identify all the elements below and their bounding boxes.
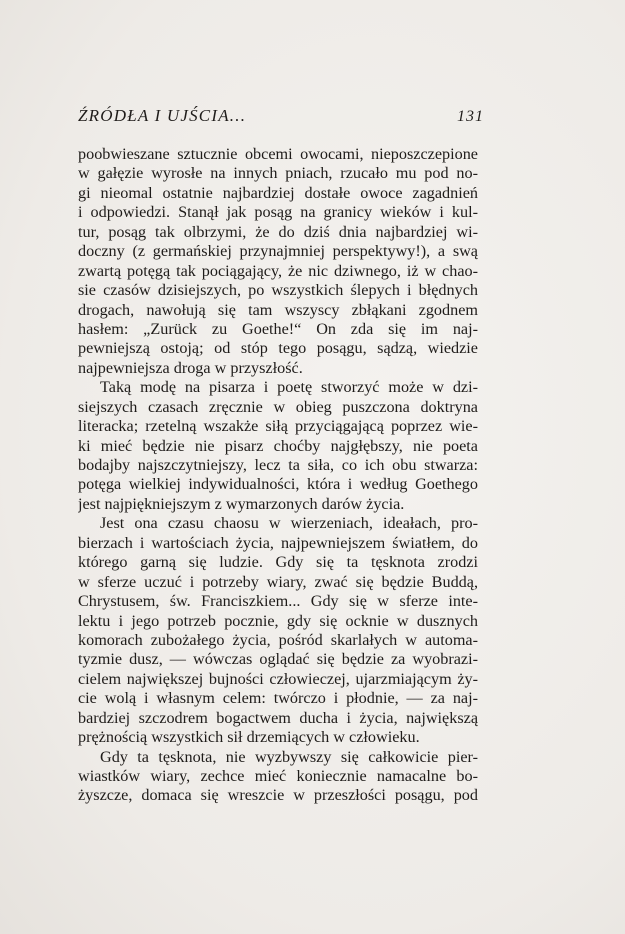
text-line: najpewniejsza droga w przyszłość. [78,358,303,377]
text-line: bardziej szczodrem bogactwem ducha i życia, największą [78,708,478,727]
text-line: i odpowiedzi. Stanął jak posąg na granicy wieków i kul- [78,203,478,222]
text-line: bodajby najszczytniejszy, lecz ta siła, co ich obu stwarza: [78,456,478,474]
text-line: pewniejszą ostoją; od stóp tego posągu, sądzą, wiedzie [78,339,478,358]
body-text [78,145,478,806]
text-line: wiastków wiary, zechce mieć koniecznie namacalne bo- [78,767,478,785]
page-number: 131 [457,108,484,125]
text-line: cielem największej bujności człowieczej, ujarzmiającym ży- [78,669,478,688]
running-head [78,106,484,128]
text-line: w gałęzie wyrosłe na innych pniach, rzucało mu pod no- [78,164,478,183]
text-line: poobwieszane sztucznie obcemi owocami, nieposzczepione [78,145,478,163]
text-line: Taką modę na pisarza i poetę stworzyć może w dzi- [100,378,478,397]
text-line: komorach zubożałego życia, pośród skarlałych w automa- [78,630,478,649]
text-line: drogach, nawołują się tam wszyscy zbłąkani zgodnem [78,300,478,319]
text-line: Jest ona czasu chaosu w wierzeniach, ideałach, pro- [100,514,478,533]
text-line: Chrystusem, św. Franciszkiem... Gdy się w sferze inte- [78,592,478,611]
text-line: cie wolą i własnym celem: twórczo i płodnie, — za naj- [78,689,478,708]
text-line: jest najpiękniejszym z wymarzonych darów życia. [78,494,405,513]
text-line: hasłem: „Zurück zu Goethe!“ On zda się im naj- [78,319,478,338]
text-line: lektu i jego potrzeb pocznie, gdy się ocknie w dusznych [78,611,478,630]
text-line: literacka; rzetelną wszakże siłą przyciągającą poprzez wie- [78,417,478,436]
text-line: doczny (z germańskiej przynajmniej perspektywy!), a swą [78,242,478,261]
text-line: tur, posąg tak olbrzymi, że do dziś dnia najbardziej wi- [78,222,478,241]
text-line: siejszych czasach zręcznie w obieg puszczona doktryna [78,397,478,416]
text-line: żyszcze, domaca się wreszcie w przeszłości posągu, pod [78,786,478,805]
running-title: ŹRÓDŁA I UJŚCIA... [78,106,247,125]
text-line: ki mieć będzie nie pisarz choćby najgłębszy, nie poeta [78,436,478,455]
text-line: Gdy ta tęsknota, nie wyzbywszy się całkowicie pier- [100,747,478,766]
text-line: prężnością wszystkich sił drzemiących w człowieku. [78,728,420,747]
text-line: potęga wielkiej indywidualności, która i według Goethego [78,475,478,494]
text-line: gi nieomal ostatnie najbardziej dostałe owoce zagadnień [78,183,478,202]
text-line: tyzmie dusz, — wówczas oglądać się będzie za wyobrazi- [78,650,478,669]
text-line: którego garną się ludzie. Gdy się ta tęsknota zrodzi [78,553,478,572]
text-line: w sferze uczuć i potrzeby wiary, zwać się będzie Buddą, [78,572,478,591]
text-line: sie czasów dzisiejszych, po wszystkich ślepych i błędnych [78,281,478,300]
text-line: bierzach i wartościach życia, najpewniejszem światłem, do [78,533,478,552]
text-line: zwartą potęgą tak pociągający, że nic dziwnego, iż w chao- [78,261,478,280]
